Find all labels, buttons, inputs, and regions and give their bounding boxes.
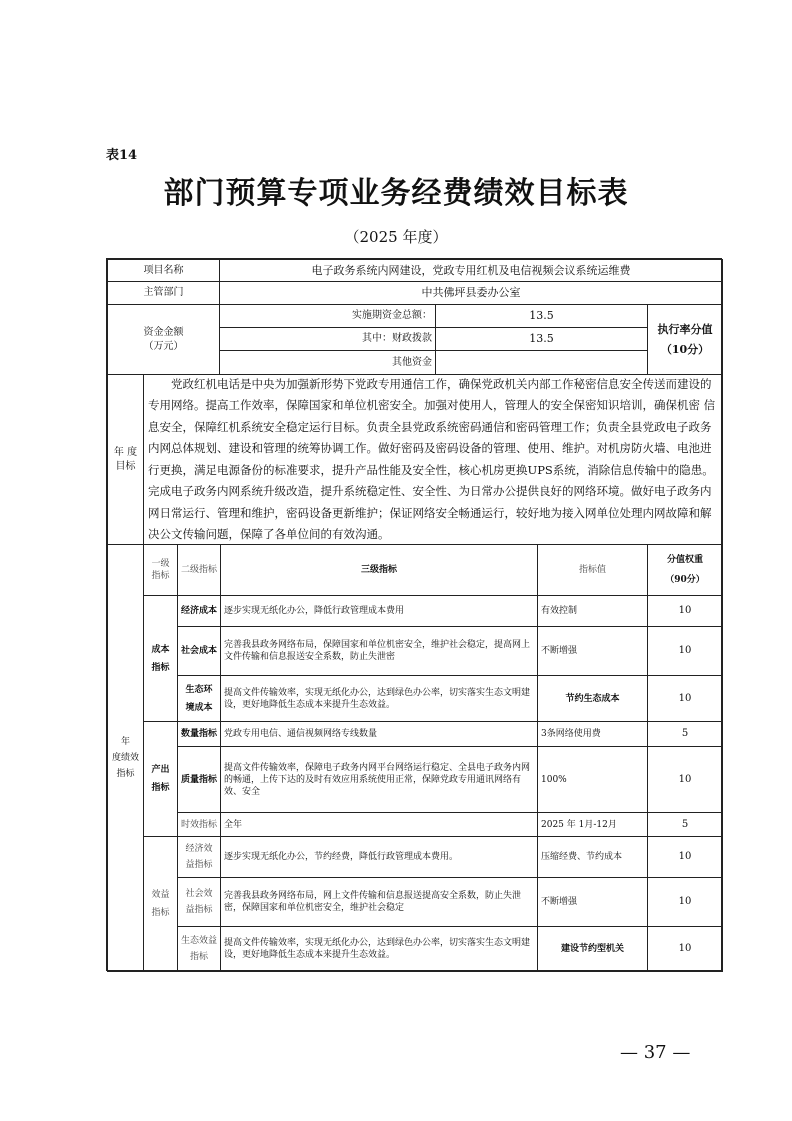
value-cell: 不断增强: [537, 626, 648, 676]
l3-cell: 提高文件传输效率，保障电子政务内网平台网络运行稳定、全县电子政务内网的畅通，上传下达的及时有效应用系统使用正常，保障党政专用通讯网络有效、安全: [220, 746, 538, 813]
l3-cell: 党政专用电信、通信视频网络专线数量: [220, 721, 538, 747]
weight-cell: 5: [647, 812, 723, 837]
l2-cell: 质量指标: [177, 746, 221, 813]
l2-cell: 社会成本: [177, 626, 221, 676]
l2-cell: 经济效 益指标: [177, 836, 221, 878]
funds-other-value: [435, 350, 648, 375]
weight-cell: 10: [647, 877, 723, 927]
page-number: — 37 —: [620, 1042, 691, 1063]
funds-total-value: 13.5: [435, 304, 648, 328]
annual-goal-label: 年 度 目标: [107, 374, 144, 545]
indicators-label: 年 度绩效 指标: [107, 544, 144, 972]
dept-value: 中共佛坪县委办公室: [219, 281, 723, 305]
header-weight: 分值权重 （90分）: [647, 544, 723, 596]
l3-cell: 提高文件传输效率，实现无纸化办公，达到绿色办公率，切实落实生态文明建设，更好地降低生态成本来提升生态效益。: [220, 926, 538, 972]
header-level3: 三级指标: [220, 544, 538, 596]
group-name-benefit: 效益 指标: [143, 836, 178, 972]
header-value: 指标值: [537, 544, 648, 596]
l3-cell: 完善我县政务网络布局，保障国家和单位机密安全，维护社会稳定，提高网上文件传输和信息报送安全系数，防止失泄密: [220, 626, 538, 676]
value-cell: 有效控制: [537, 595, 648, 627]
value-cell: 100%: [537, 746, 648, 813]
funds-total-label: 实施期资金总额：: [219, 304, 436, 328]
weight-cell: 5: [647, 721, 723, 747]
funds-fiscal-label: 其中：财政拨款: [219, 327, 436, 351]
header-level2: 二级指标: [177, 544, 221, 596]
annual-goal-text: 党政红机电话是中央为加强新形势下党政专用通信工作，确保党政机关内部工作秘密信息安全传送而建设的专用网络。提高工作效率，保障国家和单位机密安全。加强对使用人，管理人的安全保密知识培训，确保机密 信息安全，保障红机系统安全稳定运行目标。负责全县党政系统密码通信和密码管理工作；负责全县党政电子政务内网总体规划、建设和管理的统筹协调工作。做好密码及密码设备的管理、使用、维护。对机房防火墙、电池进行更换，满足电源备份的标准要求，提升产品性能及安全性，核心机房更换UPS系统，消除信息传输中的隐患。完成电子政务内网系统升级改造，提升系统稳定性、安全性、为日常办公提供良好的网络环境。做好电子政务内网日常运行、管理和维护，密码设备更新维护；保证网络安全畅通运行，较好地为接入网单位处理内网故障和解决公文传输问题，保障了各单位间的有效沟通。: [143, 374, 723, 545]
weight-cell: 10: [647, 836, 723, 878]
l3-cell: 提高文件传输效率，实现无纸化办公，达到绿色办公率，切实落实生态文明建设，更好地降低生态成本来提升生态效益。: [220, 675, 538, 722]
l3-cell: 逐步实现无纸化办公，节约经费，降低行政管理成本费用。: [220, 836, 538, 878]
l2-cell: 经济成本: [177, 595, 221, 627]
l2-cell: 社会效 益指标: [177, 877, 221, 927]
group-name-cost: 成本 指标: [143, 595, 178, 722]
year-label: （2025 年度）: [344, 228, 448, 246]
dept-label: 主管部门: [107, 281, 220, 305]
funds-fiscal-value: 13.5: [435, 327, 648, 351]
weight-cell: 10: [647, 746, 723, 813]
l3-cell: 全年: [220, 812, 538, 837]
value-cell: 不断增强: [537, 877, 648, 927]
l2-cell: 生态效益 指标: [177, 926, 221, 972]
l3-cell: 逐步实现无纸化办公，降低行政管理成本费用: [220, 595, 538, 627]
weight-cell: 10: [647, 675, 723, 722]
table-tag: 表14: [106, 148, 138, 163]
page-title: 部门预算专项业务经费绩效目标表: [163, 176, 629, 211]
funds-label: 资金金额 （万元）: [107, 304, 220, 375]
value-cell: 2025 年 1月-12月: [537, 812, 648, 837]
exec-rate-label: 执行率分值 （10分）: [647, 304, 723, 375]
value-cell: 压缩经费、节约成本: [537, 836, 648, 878]
funds-other-label: 其他资金: [219, 350, 436, 375]
value-cell: 3条网络使用费: [537, 721, 648, 747]
project-name-value: 电子政务系统内网建设，党政专用红机及电信视频会议系统运维费: [219, 259, 723, 282]
weight-cell: 10: [647, 595, 723, 627]
performance-table: [106, 258, 722, 971]
group-name-output: 产出 指标: [143, 721, 178, 837]
l2-cell: 生态环 境成本: [177, 675, 221, 722]
value-cell: 建设节约型机关: [537, 926, 648, 972]
project-name-label: 项目名称: [107, 259, 220, 282]
header-level1: 一级 指标: [143, 544, 178, 596]
weight-cell: 10: [647, 626, 723, 676]
l2-cell: 数量指标: [177, 721, 221, 747]
l2-cell: 时效指标: [177, 812, 221, 837]
value-cell: 节约生态成本: [537, 675, 648, 722]
l3-cell: 完善我县政务网络布局，网上文件传输和信息报送提高安全系数，防止失泄密，保障国家和单位机密安全，维护社会稳定: [220, 877, 538, 927]
weight-cell: 10: [647, 926, 723, 972]
